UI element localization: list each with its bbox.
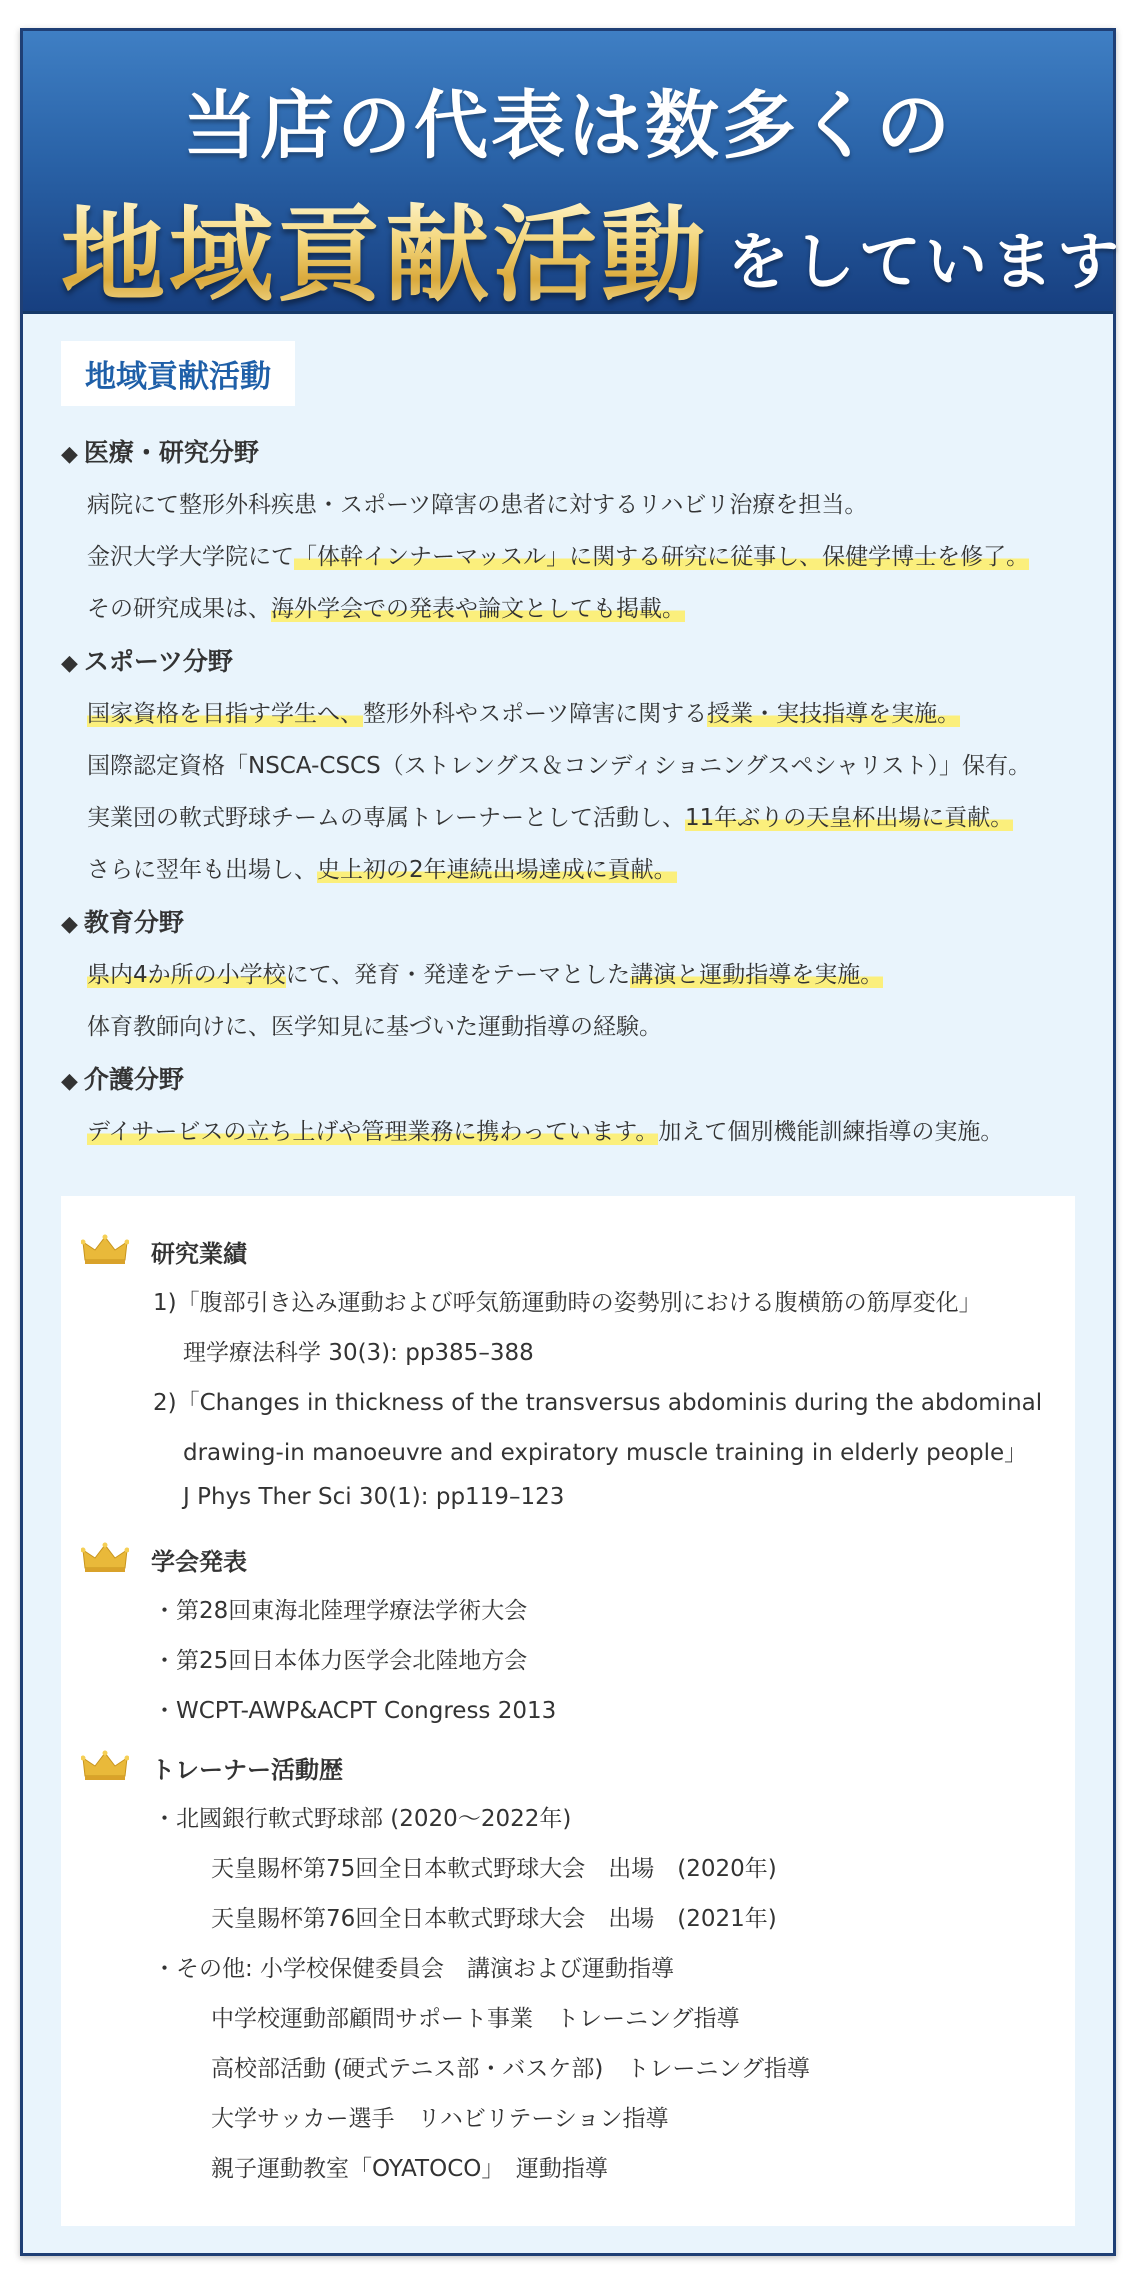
sports-line-4: さらに翌年も出場し、史上初の2年連続出場達成に貢献。 xyxy=(87,857,677,883)
section-heading-sports: ◆ スポーツ分野 xyxy=(61,647,233,676)
trainer-item: 親子運動教室「OYATOCO」 運動指導 xyxy=(211,2156,608,2182)
education-line-1: 県内4か所の小学校にて、発育・発達をテーマとした講演と運動指導を実施。 xyxy=(87,962,884,988)
trainer-item: 中学校運動部顧問サポート事業 トレーニング指導 xyxy=(211,2006,740,2032)
diamond-icon: ◆ xyxy=(61,651,78,676)
crown-icon xyxy=(81,1542,129,1574)
trainer-item: 高校部活動 (硬式テニス部・バスケ部) トレーニング指導 xyxy=(211,2056,810,2082)
diamond-icon: ◆ xyxy=(61,912,78,937)
section-tag: 地域貢献活動 xyxy=(61,341,295,406)
research-item: 1)「腹部引き込み運動および呼気筋運動時の姿勢別における腹横筋の筋厚変化」 xyxy=(153,1290,982,1316)
conference-item: ・第28回東海北陸理学療法学術大会 xyxy=(153,1598,528,1624)
section-heading-medical: ◆ 医療・研究分野 xyxy=(61,438,259,467)
conference-heading: 学会発表 xyxy=(151,1548,247,1576)
achievements-panel xyxy=(61,1196,1075,2226)
sports-line-3: 実業団の軟式野球チームの専属トレーナーとして活動し、11年ぶりの天皇杯出場に貢献。 xyxy=(87,805,1014,831)
hero-banner xyxy=(23,31,1124,316)
banner-subheadline xyxy=(61,171,1123,321)
crown-icon xyxy=(81,1234,129,1266)
banner-suffix: をしています xyxy=(727,225,1124,298)
diamond-icon: ◆ xyxy=(61,1069,78,1094)
banner-gold-text: 地域貢献活動 xyxy=(61,194,710,316)
research-item: J Phys Ther Sci 30(1): pp119–123 xyxy=(183,1484,565,1510)
trainer-item: 天皇賜杯第76回全日本軟式野球大会 出場 (2021年) xyxy=(211,1906,777,1932)
crown-icon xyxy=(81,1750,129,1782)
care-line-1: デイサービスの立ち上げや管理業務に携わっています。加えて個別機能訓練指導の実施。 xyxy=(87,1119,1004,1145)
medical-line-1: 病院にて整形外科疾患・スポーツ障害の患者に対するリハビリ治療を担当。 xyxy=(87,492,868,518)
trainer-heading: トレーナー活動歴 xyxy=(151,1756,343,1784)
research-heading: 研究業績 xyxy=(151,1240,247,1268)
sports-line-1: 国家資格を目指す学生へ、整形外科やスポーツ障害に関する授業・実技指導を実施。 xyxy=(87,701,961,727)
research-item: 理学療法科学 30(3): pp385–388 xyxy=(183,1340,534,1366)
conference-item: ・第25回日本体力医学会北陸地方会 xyxy=(153,1648,528,1674)
education-line-2: 体育教師向けに、医学知見に基づいた運動指導の経験。 xyxy=(87,1014,662,1040)
medical-line-3: その研究成果は、海外学会での発表や論文としても掲載。 xyxy=(87,596,685,622)
trainer-item: ・北國銀行軟式野球部 (2020〜2022年) xyxy=(153,1806,572,1832)
research-item: 2)「Changes in thickness of the transversus abdominis during the abdominal xyxy=(153,1390,1043,1416)
trainer-item: 大学サッカー選手 リハビリテーション指導 xyxy=(211,2106,669,2132)
banner-headline: 当店の代表は数多くの xyxy=(183,83,953,169)
conference-item: ・WCPT-AWP&ACPT Congress 2013 xyxy=(153,1698,557,1724)
diamond-icon: ◆ xyxy=(61,442,78,467)
trainer-item: 天皇賜杯第75回全日本軟式野球大会 出場 (2020年) xyxy=(211,1856,777,1882)
trainer-item: ・その他: 小学校保健委員会 講演および運動指導 xyxy=(153,1956,675,1982)
sports-line-2: 国際認定資格「NSCA-CSCS（ストレングス＆コンディショニングスペシャリスト）」保有。 xyxy=(87,753,1032,779)
section-heading-education: ◆ 教育分野 xyxy=(61,908,184,937)
research-item: drawing-in manoeuvre and expiratory muscle training in elderly people」 xyxy=(183,1440,1028,1466)
section-heading-care: ◆ 介護分野 xyxy=(61,1065,184,1094)
content-frame xyxy=(20,28,1124,2256)
medical-line-2: 金沢大学大学院にて「体幹インナーマッスル」に関する研究に従事し、保健学博士を修了。 xyxy=(87,544,1030,570)
